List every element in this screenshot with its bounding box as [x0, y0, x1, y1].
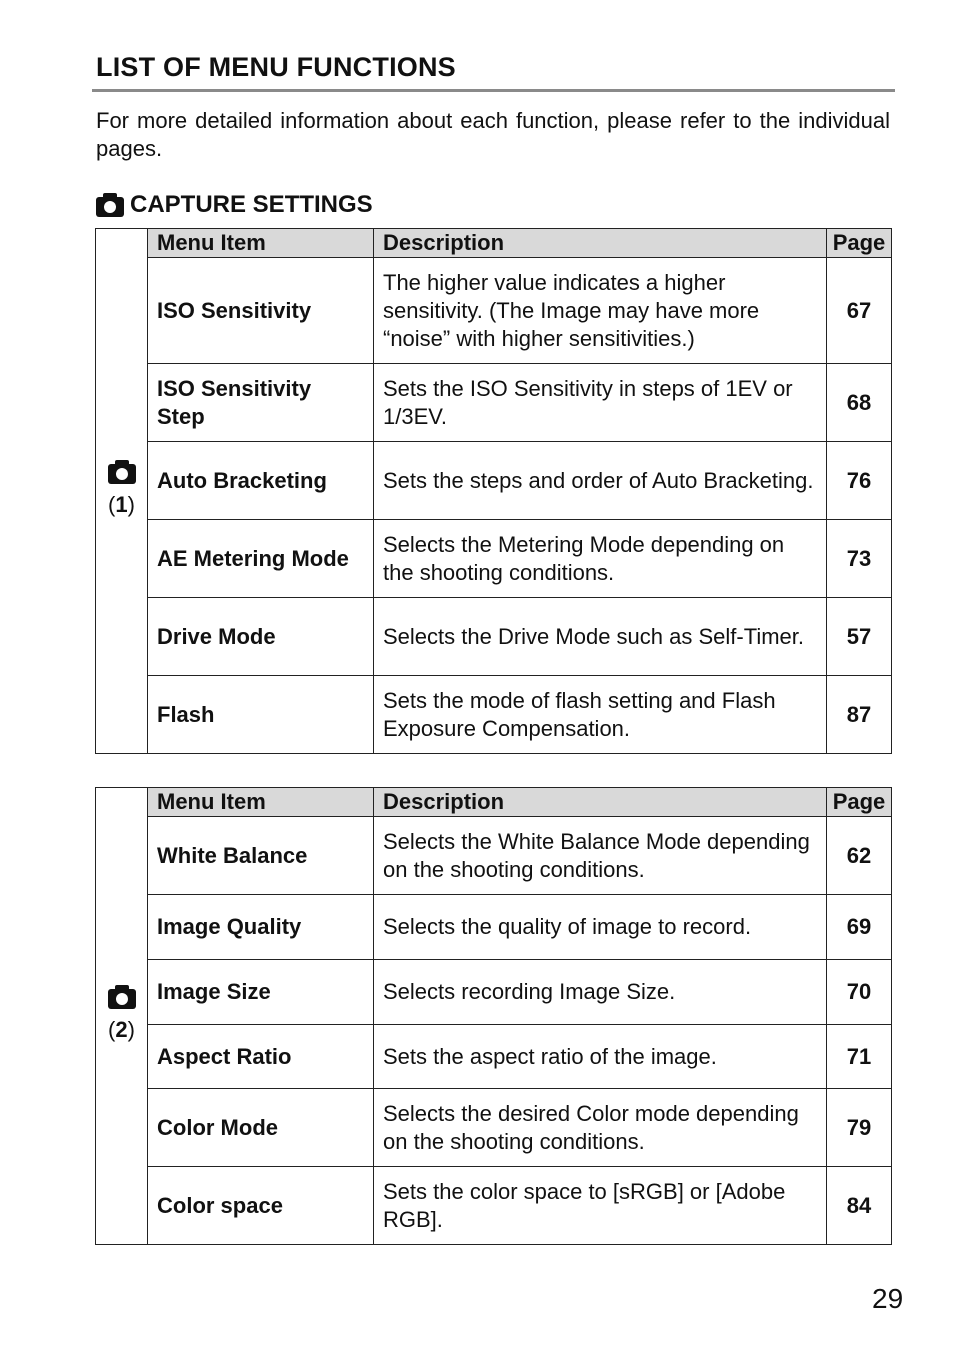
menu-item-description: Selects the White Balance Mode depending on the shooting conditions. [374, 817, 827, 895]
menu-item-description: Selects recording Image Size. [374, 960, 827, 1025]
menu-item-name: Image Size [148, 960, 374, 1025]
menu-item-page: 69 [827, 895, 892, 960]
menu-item-page: 71 [827, 1025, 892, 1089]
menu-item-page: 87 [827, 676, 892, 754]
menu-item-name: ISO Sensitivity [148, 258, 374, 364]
header-description: Description [374, 229, 827, 258]
table-row [96, 598, 892, 676]
menu-item-page: 76 [827, 442, 892, 520]
table-row [96, 1167, 892, 1245]
header-menu-item: Menu Item [148, 229, 374, 258]
menu-item-page: 73 [827, 520, 892, 598]
menu-item-name: AE Metering Mode [148, 520, 374, 598]
table-row [96, 364, 892, 442]
menu-item-name: Aspect Ratio [148, 1025, 374, 1089]
menu-item-page: 57 [827, 598, 892, 676]
side-tab-number: 2 [115, 1017, 128, 1042]
menu-item-name: White Balance [148, 817, 374, 895]
menu-item-description: Sets the aspect ratio of the image. [374, 1025, 827, 1089]
table-row [96, 895, 892, 960]
table-row [96, 960, 892, 1025]
menu-item-page: 79 [827, 1089, 892, 1167]
menu-item-description: Selects the quality of image to record. [374, 895, 827, 960]
menu-item-description: Sets the ISO Sensitivity in steps of 1EV or 1/3EV. [374, 364, 827, 442]
side-tab-1: (1) [96, 229, 148, 754]
header-menu-item: Menu Item [148, 788, 374, 817]
table-row [96, 258, 892, 364]
menu-item-name: Drive Mode [148, 598, 374, 676]
menu-item-name: Auto Bracketing [148, 442, 374, 520]
camera-icon [96, 197, 124, 217]
intro-paragraph: For more detailed information about each function, please refer to the individual pages. [96, 108, 890, 161]
section-title: CAPTURE SETTINGS [130, 191, 373, 218]
menu-item-description: Sets the mode of flash setting and Flash Exposure Compensation. [374, 676, 827, 754]
menu-item-page: 84 [827, 1167, 892, 1245]
table-row [96, 817, 892, 895]
section-heading [96, 189, 373, 221]
menu-item-name: Image Quality [148, 895, 374, 960]
menu-item-description: Selects the Metering Mode depending on the shooting conditions. [374, 520, 827, 598]
page-title: LIST OF MENU FUNCTIONS [96, 52, 456, 82]
menu-item-description: Selects the desired Color mode depending on the shooting conditions. [374, 1089, 827, 1167]
menu-item-description: The higher value indicates a higher sensitivity. (The Image may have more “noise” with higher sensitivities.) [374, 258, 827, 364]
menu-item-name: Flash [148, 676, 374, 754]
table-row [96, 1089, 892, 1167]
menu-item-description: Sets the steps and order of Auto Bracketing. [374, 442, 827, 520]
menu-item-page: 62 [827, 817, 892, 895]
header-description: Description [374, 788, 827, 817]
side-tab-2: (2) [96, 788, 148, 1245]
menu-item-page: 68 [827, 364, 892, 442]
menu-item-description: Sets the color space to [sRGB] or [Adobe RGB]. [374, 1167, 827, 1245]
menu-item-name: Color space [148, 1167, 374, 1245]
title-divider [92, 89, 895, 92]
menu-item-page: 67 [827, 258, 892, 364]
table-row [96, 1025, 892, 1089]
camera-icon [108, 464, 136, 484]
camera-icon [108, 989, 136, 1009]
table-row [96, 676, 892, 754]
menu-table-1 [95, 228, 892, 754]
menu-item-name: ISO Sensitivity Step [148, 364, 374, 442]
page-number: 29 [872, 1283, 904, 1314]
header-page: Page [827, 229, 892, 258]
menu-item-page: 70 [827, 960, 892, 1025]
menu-table-2 [95, 787, 892, 1245]
side-tab-number: 1 [115, 492, 128, 517]
table-row [96, 442, 892, 520]
header-page: Page [827, 788, 892, 817]
menu-item-description: Selects the Drive Mode such as Self-Timer. [374, 598, 827, 676]
menu-item-name: Color Mode [148, 1089, 374, 1167]
table-row [96, 520, 892, 598]
